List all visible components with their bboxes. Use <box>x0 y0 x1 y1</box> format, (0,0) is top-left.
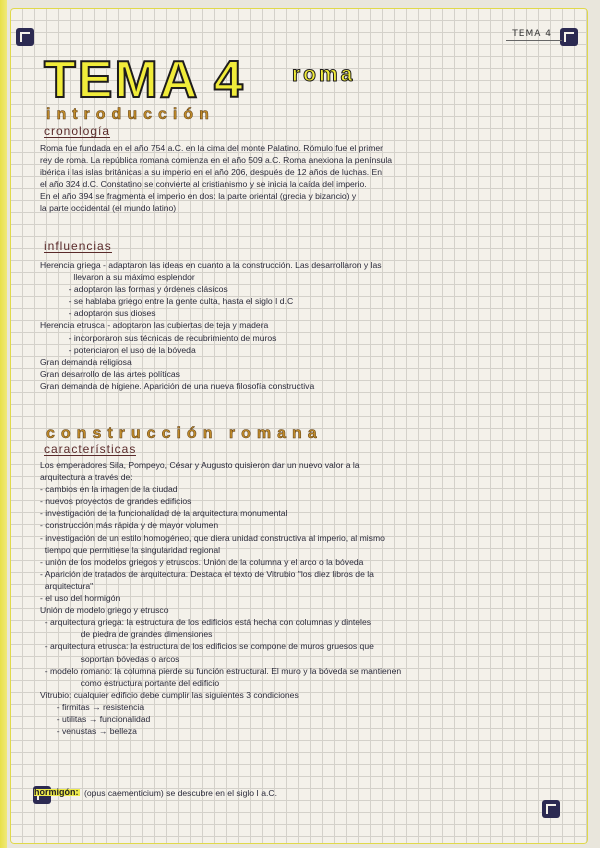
text-line: Herencia etrusca - adoptaron las cubiertas de teja y madera <box>40 320 269 331</box>
section-heading-intro: introducción <box>46 106 215 124</box>
text-line: arquitectura a través de: <box>40 472 133 483</box>
notebook-edge <box>0 0 7 848</box>
text-line: - firmitas → resistencia <box>40 701 145 712</box>
text-line: Herencia griega - adaptaron las ideas en cuanto a la construcción. Las desarrollaron y las <box>40 260 382 270</box>
bottom-definition: (opus caementicium) se descubre en el siglo I a.C. <box>84 788 277 798</box>
subheading-influencias: influencias <box>44 239 112 253</box>
text-line: llevaron a su máximo esplendor <box>40 272 195 283</box>
corner-marker-icon <box>542 800 560 818</box>
text-line: - arquitectura etrusca: la estructura de los edificios se compone de muros gruesos que <box>40 641 374 652</box>
text-line: de piedra de grandes dimensiones <box>40 629 213 640</box>
text-line: Gran demanda religiosa <box>40 356 132 367</box>
text-line: el año 324 d.C. Constatino se convierte al cristianismo y se inicia la caída del imperio. <box>40 179 367 190</box>
text-line: - investigación de la funcionalidad de la arquitectura monumental <box>40 508 288 519</box>
text-line: Los emperadores Sila, Pompeyo, César y Augusto quisieron dar un nuevo valor a la <box>40 460 360 470</box>
bottom-term: hormigón: <box>34 787 79 797</box>
text-line: - construcción más rápida y de mayor volumen <box>40 520 219 531</box>
caracteristicas-text <box>40 459 555 737</box>
text-line: - investigación de un estilo homogéneo, que diera unidad constructiva al imperio, al mismo <box>40 532 385 543</box>
influencias-text <box>40 259 555 392</box>
section-heading-construccion: construcción romana <box>46 425 323 443</box>
text-line: ibérica i las islas británicas a su imperio en el año 206, después de 12 años de luchas. En <box>40 167 383 178</box>
text-line: - unión de los modelos griegos y etruscos. Unión de la columna y el arco o la bóveda <box>40 556 364 567</box>
page-title: TEMA 4 <box>44 51 245 109</box>
text-line: - utilitas → funcionalidad <box>40 713 151 724</box>
text-line: como estructura portante del edificio <box>40 677 220 688</box>
text-line: - se hablaba griego entre la gente culta, hasta el siglo I d.C <box>40 296 294 307</box>
subheading-caracteristicas: características <box>44 442 137 456</box>
text-line: la parte occidental (el mundo latino) <box>40 203 177 214</box>
corner-marker-icon <box>16 28 34 46</box>
text-line: - modelo romano: la columna pierde su función estructural. El muro y la bóveda se mantienen <box>40 665 402 676</box>
text-line: Vitrubio: cualquier edificio debe cumplir las siguientes 3 condiciones <box>40 689 299 700</box>
subheading-cronologia: cronología <box>44 124 111 138</box>
text-line: Unión de modelo griego y etrusco <box>40 605 169 616</box>
text-line: - venustas → belleza <box>40 726 137 737</box>
text-line: - arquitectura griega: la estructura de los edificios está hecha con columnas y dinteles <box>40 617 372 628</box>
text-line: - Aparición de tratados de arquitectura. Destaca el texto de Vitrubio "los diez libros de la <box>40 568 374 579</box>
text-line: - nuevos proyectos de grandes edificios <box>40 496 192 507</box>
text-line: - incorporaron sus técnicas de recubrimiento de muros <box>40 332 277 343</box>
text-line: tiempo que permitiese la singularidad regional <box>40 544 221 555</box>
text-line: arquitectura" <box>40 580 94 591</box>
text-line: - adoptaron las formas y órdenes clásicos <box>40 284 228 295</box>
text-line: soportan bóvedas o arcos <box>40 653 180 664</box>
text-line: - cambios en la imagen de la ciudad <box>40 484 178 495</box>
text-line: rey de roma. La república romana comienza en el año 509 a.C. Roma anexiona la península <box>40 155 393 166</box>
cronologia-text <box>40 142 555 215</box>
corner-marker-icon <box>560 28 578 46</box>
page-subtitle: roma <box>292 63 356 86</box>
text-line: Gran desarrollo de las artes políticas <box>40 368 180 379</box>
text-line: Roma fue fundada en el año 754 a.C. en la cima del monte Palatino. Rómulo fue el primer <box>40 143 383 153</box>
header-label: TEMA 4 <box>506 29 562 41</box>
text-line: - adoptaron sus dioses <box>40 308 156 319</box>
text-line: Gran demanda de higiene. Aparición de una nueva filosofía constructiva <box>40 380 315 391</box>
text-line: - potenciaron el uso de la bóveda <box>40 344 196 355</box>
text-line: En el año 394 se fragmenta el imperio en dos: la parte oriental (grecia y bizancio) y <box>40 191 357 202</box>
text-line: - el uso del hormigón <box>40 593 121 604</box>
